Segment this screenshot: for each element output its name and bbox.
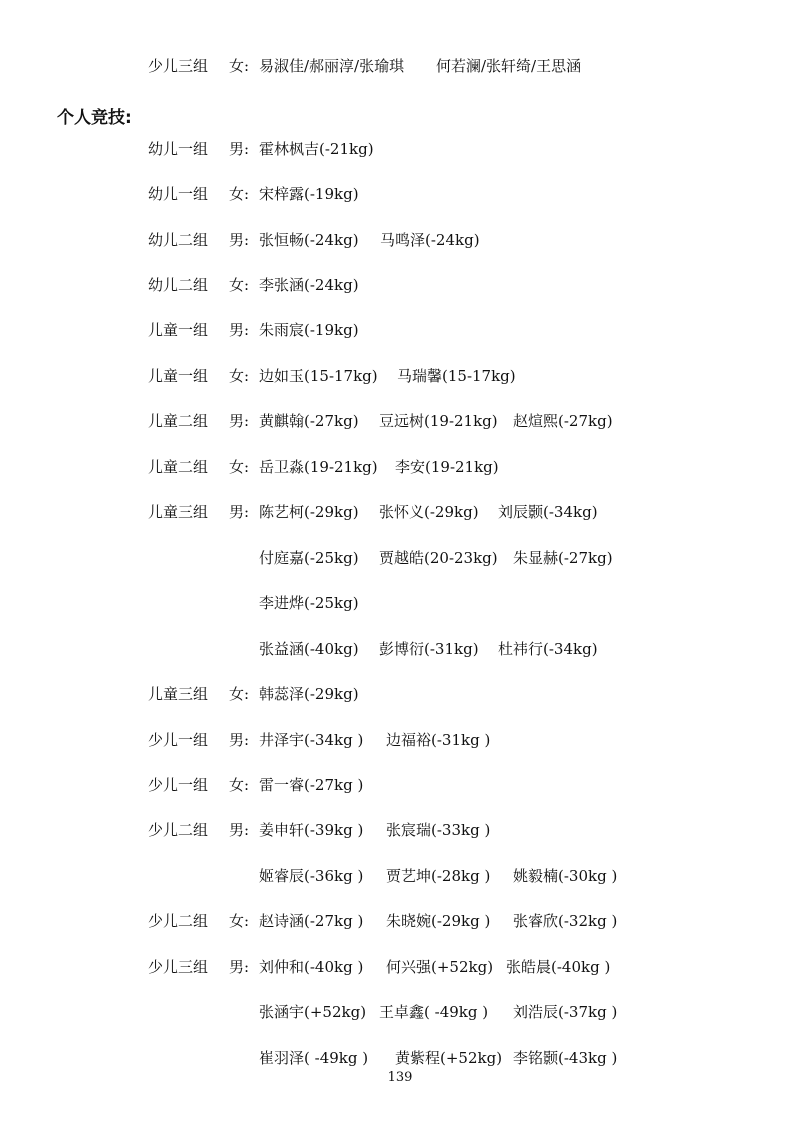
athlete-entry: 彭博衍(-31kg) <box>379 640 479 658</box>
entry-line <box>0 364 800 388</box>
athlete-entry: 马鸣泽(-24kg) <box>380 231 480 249</box>
athlete-entry: 张涵宇(+52kg) <box>259 1003 367 1021</box>
entry-line <box>0 728 800 752</box>
entry-line <box>0 500 800 524</box>
gender-label: 女: <box>229 912 250 930</box>
group-label: 幼儿一组 <box>148 140 209 158</box>
gender-label: 女: <box>229 776 250 794</box>
group-label: 少儿二组 <box>148 912 209 930</box>
gender-label: 女: <box>229 185 250 203</box>
athlete-entry: 李安(19-21kg) <box>395 458 499 476</box>
gender-label: 男: <box>229 958 250 976</box>
entry-line <box>0 818 800 842</box>
athlete-entry: 张睿欣(-32kg ) <box>513 912 618 930</box>
entry-line <box>0 591 800 615</box>
athlete-entry: 边如玉(15-17kg) <box>259 367 378 385</box>
athlete-entry: 崔羽泽( -49kg ) <box>259 1049 369 1067</box>
athlete-entry: 贾越皓(20-23kg) <box>379 549 498 567</box>
athlete-entry: 赵煊熙(-27kg) <box>513 412 613 430</box>
athlete-entry: 张怀义(-29kg) <box>379 503 479 521</box>
athlete-entry: 姚毅楠(-30kg ) <box>513 867 618 885</box>
athlete-entry: 刘辰颢(-34kg) <box>498 503 598 521</box>
athlete-entry: 张益涵(-40kg) <box>259 640 359 658</box>
athlete-entry: 何兴强(+52kg) <box>386 958 494 976</box>
athlete-entry: 黄紫程(+52kg) <box>395 1049 503 1067</box>
athlete-entry: 豆远树(19-21kg) <box>379 412 498 430</box>
entry-line <box>0 182 800 206</box>
entry-line <box>0 1000 800 1024</box>
entry-line <box>0 637 800 661</box>
team-names-1: 易淑佳/郝丽淳/张瑜琪 <box>259 57 405 75</box>
athlete-entry: 井泽宇(-34kg ) <box>259 731 364 749</box>
athlete-entry: 岳卫淼(19-21kg) <box>259 458 378 476</box>
section-title: 个人竞技: <box>57 108 132 128</box>
group-label: 儿童二组 <box>148 458 209 476</box>
athlete-entry: 李张涵(-24kg) <box>259 276 359 294</box>
entry-line <box>0 409 800 433</box>
athlete-entry: 张皓晨(-40kg ) <box>506 958 611 976</box>
group-label: 少儿二组 <box>148 821 209 839</box>
entry-line <box>0 955 800 979</box>
group-label: 少儿三组 <box>148 57 209 75</box>
gender-label: 男: <box>229 503 250 521</box>
athlete-entry: 韩蕊泽(-29kg) <box>259 685 359 703</box>
group-label: 儿童二组 <box>148 412 209 430</box>
entry-line <box>0 773 800 797</box>
entry-line <box>0 546 800 570</box>
athlete-entry: 刘浩辰(-37kg ) <box>513 1003 618 1021</box>
athlete-entry: 霍林枫吉(-21kg) <box>259 140 374 158</box>
entry-line <box>0 228 800 252</box>
gender-label: 男: <box>229 140 250 158</box>
athlete-entry: 王卓鑫( -49kg ) <box>379 1003 489 1021</box>
athlete-entry: 马瑞馨(15-17kg) <box>397 367 516 385</box>
athlete-entry: 张恒畅(-24kg) <box>259 231 359 249</box>
group-label: 儿童三组 <box>148 503 209 521</box>
group-label: 幼儿二组 <box>148 276 209 294</box>
athlete-entry: 宋梓露(-19kg) <box>259 185 359 203</box>
athlete-entry: 朱晓婉(-29kg ) <box>386 912 491 930</box>
athlete-entry: 陈艺柯(-29kg) <box>259 503 359 521</box>
athlete-entry: 杜祎行(-34kg) <box>498 640 598 658</box>
group-label: 少儿一组 <box>148 731 209 749</box>
gender-label: 女: <box>229 276 250 294</box>
entry-line <box>0 273 800 297</box>
page-number: 139 <box>387 1070 413 1085</box>
gender-label: 男: <box>229 321 250 339</box>
athlete-entry: 李进烨(-25kg) <box>259 594 359 612</box>
gender-label: 女: <box>229 685 250 703</box>
entry-line <box>0 909 800 933</box>
athlete-entry: 付庭嘉(-25kg) <box>259 549 359 567</box>
group-label: 少儿一组 <box>148 776 209 794</box>
group-label: 少儿三组 <box>148 958 209 976</box>
entry-line-top <box>0 54 800 78</box>
entry-line <box>0 318 800 342</box>
group-label: 儿童一组 <box>148 367 209 385</box>
entry-line <box>0 137 800 161</box>
athlete-entry: 姬睿辰(-36kg ) <box>259 867 364 885</box>
athlete-entry: 李铭颢(-43kg ) <box>513 1049 618 1067</box>
athlete-entry: 边福裕(-31kg ) <box>386 731 491 749</box>
athlete-entry: 姜申轩(-39kg ) <box>259 821 364 839</box>
athlete-entry: 贾艺坤(-28kg ) <box>386 867 491 885</box>
gender-label: 女: <box>229 458 250 476</box>
entry-line <box>0 864 800 888</box>
athlete-entry: 朱显赫(-27kg) <box>513 549 613 567</box>
group-label: 幼儿一组 <box>148 185 209 203</box>
group-label: 幼儿二组 <box>148 231 209 249</box>
entry-line <box>0 682 800 706</box>
gender-label: 男: <box>229 231 250 249</box>
gender-label: 男: <box>229 731 250 749</box>
gender-label: 男: <box>229 821 250 839</box>
gender-label: 男: <box>229 412 250 430</box>
entry-line <box>0 1046 800 1070</box>
athlete-entry: 刘仲和(-40kg ) <box>259 958 364 976</box>
group-label: 儿童三组 <box>148 685 209 703</box>
athlete-entry: 雷一睿(-27kg ) <box>259 776 364 794</box>
group-label: 儿童一组 <box>148 321 209 339</box>
athlete-entry: 朱雨宸(-19kg) <box>259 321 359 339</box>
athlete-entry: 张宸瑞(-33kg ) <box>386 821 491 839</box>
athlete-entry: 赵诗涵(-27kg ) <box>259 912 364 930</box>
team-names-2: 何若澜/张轩绮/王思涵 <box>436 57 582 75</box>
gender-label: 女: <box>229 57 250 75</box>
athlete-entry: 黄麒翰(-27kg) <box>259 412 359 430</box>
gender-label: 女: <box>229 367 250 385</box>
entry-line <box>0 455 800 479</box>
